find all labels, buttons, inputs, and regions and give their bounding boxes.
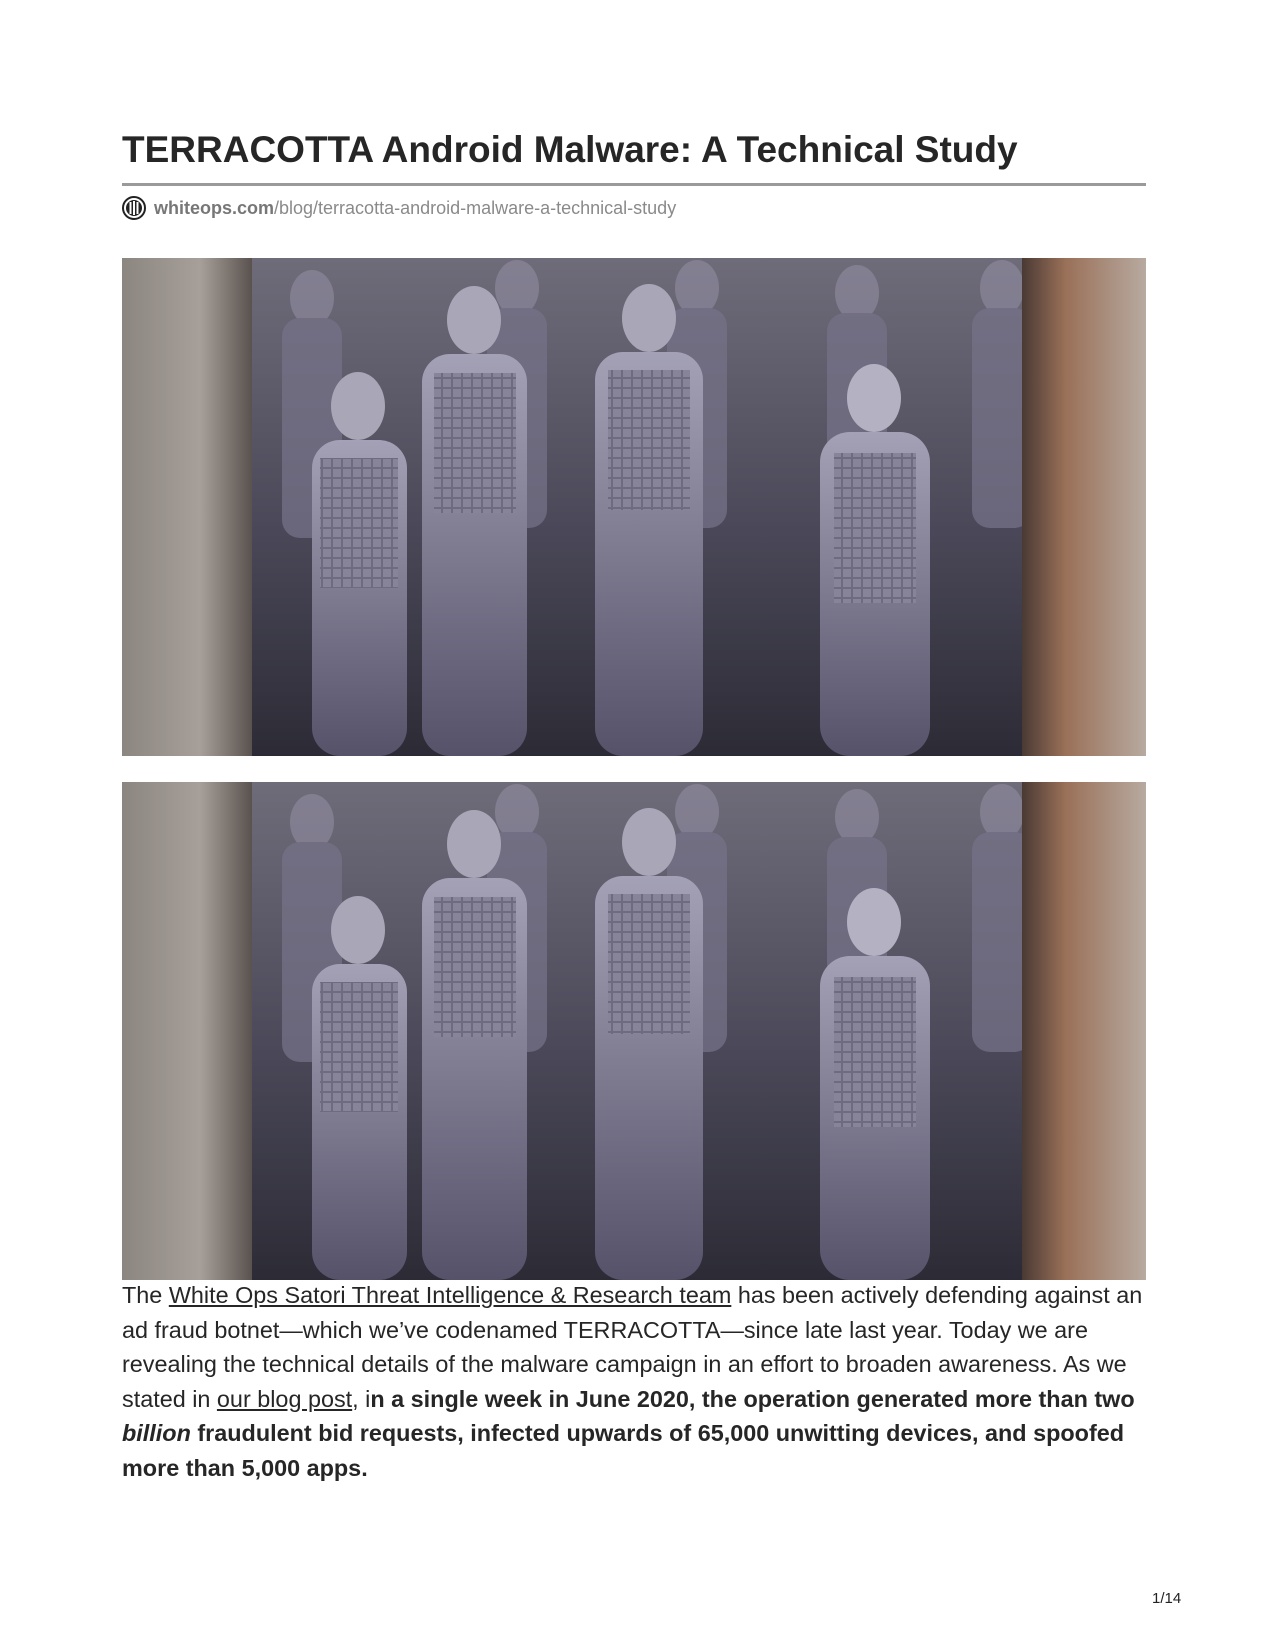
- source-domain: whiteops.com: [154, 197, 275, 218]
- source-url[interactable]: [122, 195, 676, 221]
- intro-bold-italic-text: billion: [122, 1420, 191, 1446]
- source-path: /blog/terracotta-android-malware-a-technical-study: [274, 197, 677, 218]
- intro-bold-text: n a single week in June 2020, the operation generated more than two: [370, 1385, 1135, 1412]
- title-divider: [122, 183, 1146, 186]
- whiteops-logo-icon: [122, 196, 146, 220]
- intro-text: The: [122, 1282, 169, 1308]
- terracotta-warriors-photo: [122, 258, 1146, 756]
- satori-team-link[interactable]: White Ops Satori Threat Intelligence & Research team: [168, 1282, 732, 1308]
- intro-bold-text: fraudulent bid requests, infected upwards of 65,000 unwitting devices, and spoofed more than 5,000 apps.: [122, 1420, 1125, 1481]
- terracotta-warriors-photo: [122, 782, 1146, 1280]
- page-title: TERRACOTTA Android Malware: A Technical Study: [122, 129, 1018, 170]
- intro-paragraph: [122, 1278, 1152, 1485]
- page-number: 1/14: [1152, 1590, 1182, 1607]
- intro-text: has been actively defending against an ad fraud botnet—which we’ve codenamed TERRACOTTA—since late last year. Today we are revealing the technical details of the malware campaign in an effort to broaden awareness. As we stated in: [122, 1282, 1143, 1412]
- intro-text: , i: [352, 1385, 371, 1412]
- blog-post-link[interactable]: our blog post: [216, 1385, 353, 1412]
